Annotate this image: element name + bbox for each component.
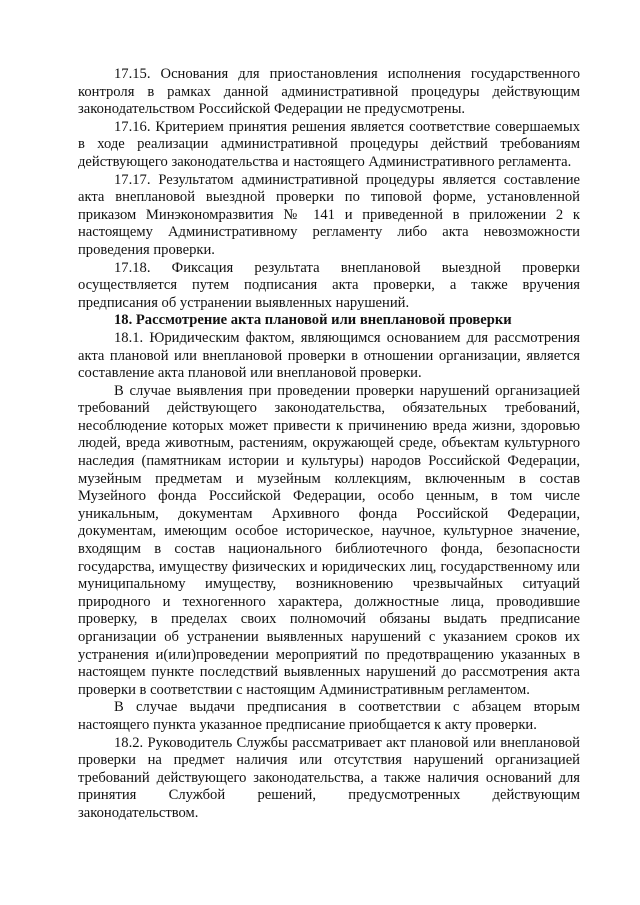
paragraph-18-1-violations: В случае выявления при проведении проверки нарушений организацией требований действующего законодательства, обязательных требований, несоблюдение которых может привести к причинению вреда жизни, здоровью людей, вреда животным, растениям, окружающей среде, объектам культурного наследия (памятникам истории и культуры) народов Российской Федерации, музейным предметам и музейным коллекциям, включенным в состав Музейного фонда Российской Федерации, особо ценным, в том числе уникальным, документам Архивного фонда Российской Федерации, документам, имеющим особое историческое, научное, культурное значение, входящим в состав национального библиотечного фонда, безопасности государства, имуществу физических и юридических лиц, государственному или муниципальному имуществу, возникновению чрезвычайных ситуаций природного и техногенного характера, должностные лица, проводившие проверку, в пределах своих полномочий обязаны выдать предписание организации об устранении выявленных нарушений с указанием сроков их устранения и(или)проведении мероприятий по предотвращению указанных в настоящем пункте последствий выявленных нарушений до рассмотрения акта проверки в соответствии с настоящим Административным регламентом.	[78, 382, 580, 698]
paragraph-17-16: 17.16. Критерием принятия решения является соответствие совершаемых в ходе реализации административной процедуры действий требованиям действующего законодательства и настоящего Административного регламента.	[78, 118, 580, 170]
paragraph-17-18: 17.18. Фиксация результата внеплановой выездной проверки осуществляется путем подписания акта проверки, а также вручения предписания об устранении выявленных нарушений.	[78, 259, 580, 311]
paragraph-18-1: 18.1. Юридическим фактом, являющимся основанием для рассмотрения акта плановой или внеплановой проверки в отношении организации, является составление акта плановой или внеплановой проверки.	[78, 329, 580, 382]
paragraph-18-2: 18.2. Руководитель Службы рассматривает акт плановой или внеплановой проверки на предмет наличия или отсутствия нарушений организацией требований действующего законодательства, а также наличия оснований для принятия Службой решений, предусмотренных действующим законодательством.	[78, 734, 580, 821]
paragraph-18-1-prescription: В случае выдачи предписания в соответствии с абзацем вторым настоящего пункта указанное предписание приобщается к акту проверки.	[78, 699, 580, 733]
paragraph-17-17: 17.17. Результатом административной процедуры является составление акта внеплановой выездной проверки по типовой форме, установленной приказом Минэкономразвития № 141 и приведенной в приложении 2 к настоящему Административному регламенту либо акта невозможности проведения проверки.	[78, 171, 580, 258]
document-page	[78, 66, 580, 823]
paragraph-17-15: 17.15. Основания для приостановления исполнения государственного контроля в рамках данной административной процедуры действующим законодательством Российской Федерации не предусмотрены.	[78, 66, 580, 118]
section-18-heading: 18. Рассмотрение акта плановой или внеплановой проверки	[114, 312, 512, 329]
